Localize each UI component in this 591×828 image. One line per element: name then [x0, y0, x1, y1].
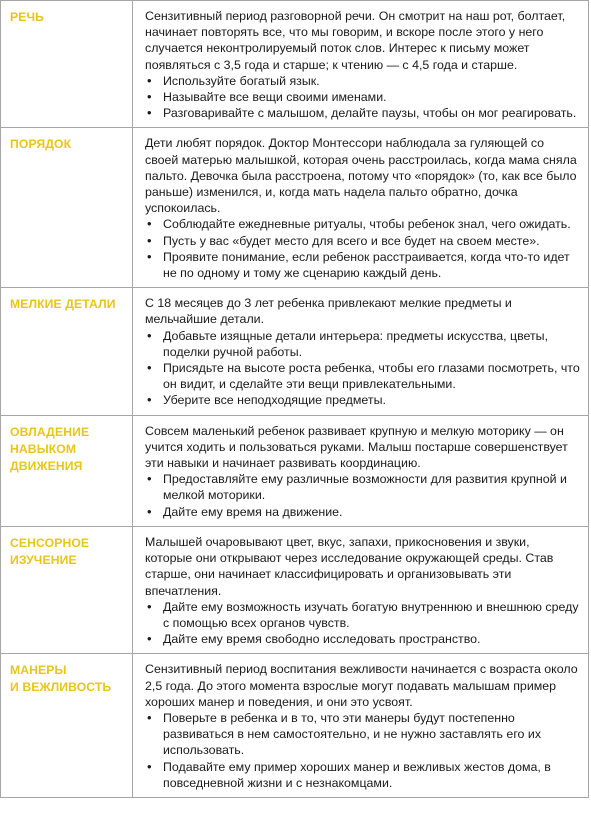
tips-list [145, 599, 580, 648]
row-description [133, 654, 589, 797]
tips-list [145, 73, 580, 122]
tips-list [145, 328, 580, 409]
list-item: • Поверьте в ребенка и в то, что эти манеры будут постепенно развиваться в нем самостоятельно, и не нужно заставлять его их использовать. [145, 710, 580, 759]
category-label: СЕНСОРНОЕ ИЗУЧЕНИЕ [0, 527, 133, 653]
list-item: • Соблюдайте ежедневные ритуалы, чтобы ребенок знал, чего ожидать. [145, 216, 580, 232]
row-intro: Совсем маленький ребенок развивает крупную и мелкую моторику — он учится ходить и пользоваться руками. Малыш постарше совершенствует эти навыки и начинает развивать координацию. [145, 423, 568, 471]
table-row [0, 654, 589, 798]
row-description [133, 128, 589, 287]
table-row [0, 288, 589, 415]
row-intro: Сензитивный период разговорной речи. Он смотрит на наш рот, болтает, начинает повторять все, что мы говорим, и вскоре после этого у него случается неконтролируемый поток слов. Интерес к письму может появляться с 3,5 года и старше; к чтению — с 4,5 года и старше. [145, 9, 566, 72]
tips-list [145, 471, 580, 520]
list-item: • Подавайте ему пример хороших манер и вежливых жестов дома, в повседневной жизни и с незнакомцами. [145, 759, 580, 791]
row-description [133, 1, 589, 127]
row-description [133, 416, 589, 526]
list-item: • Присядьте на высоте роста ребенка, чтобы его глазами посмотреть, что он видит, и сделайте эти вещи привлекательными. [145, 360, 580, 392]
list-item: • Дайте ему возможность изучать богатую внутреннюю и внешнюю среду с помощью всех органов чувств. [145, 599, 580, 631]
category-label: ОВЛАДЕНИЕ НАВЫКОМ ДВИЖЕНИЯ [0, 416, 133, 526]
list-item: • Уберите все неподходящие предметы. [145, 392, 580, 408]
list-item: • Используйте богатый язык. [145, 73, 580, 89]
tips-list [145, 216, 580, 281]
table-row [0, 128, 589, 288]
row-description [133, 288, 589, 414]
category-label: РЕЧЬ [0, 1, 133, 127]
list-item: • Называйте все вещи своими именами. [145, 89, 580, 105]
list-item: • Разговаривайте с малышом, делайте паузы, чтобы он мог реагировать. [145, 105, 580, 121]
category-label: МЕЛКИЕ ДЕТАЛИ [0, 288, 133, 414]
row-intro: С 18 месяцев до 3 лет ребенка привлекают мелкие предметы и мельчайшие детали. [145, 296, 512, 327]
list-item: • Добавьте изящные детали интерьера: предметы искусства, цветы, поделки ручной работы. [145, 328, 580, 360]
table-row [0, 527, 589, 654]
list-item: • Пусть у вас «будет место для всего и все будет на своем месте». [145, 233, 580, 249]
row-intro: Малышей очаровывают цвет, вкус, запахи, прикосновения и звуки, которые они открывают через исследование окружающей среды. Став старше, они начинает классифицировать и организовывать эти впечатления. [145, 534, 554, 598]
category-label: ПОРЯДОК [0, 128, 133, 287]
list-item: • Дайте ему время свободно исследовать пространство. [145, 631, 580, 647]
row-intro: Сензитивный период воспитания вежливости начинается с возраста около 2,5 года. До этого момента взрослые могут подавать малышам пример хороших манер и поведения, и они это усвоят. [145, 662, 578, 709]
table-row [0, 416, 589, 527]
table-row [0, 1, 589, 128]
category-label: МАНЕРЫ И ВЕЖЛИВОСТЬ [0, 654, 133, 797]
list-item: • Предоставляйте ему различные возможности для развития крупной и мелкой моторики. [145, 471, 580, 503]
tips-list [145, 710, 580, 791]
row-description [133, 527, 589, 653]
list-item: • Проявите понимание, если ребенок расстраивается, когда что-то идет не по одному и тому же сценарию каждый день. [145, 249, 580, 281]
list-item: • Дайте ему время на движение. [145, 504, 580, 520]
row-intro: Дети любят порядок. Доктор Монтессори наблюдала за гуляющей со своей матерью малышкой, которая очень расстроилась, когда мама сняла пальто. Девочка была расстроена, потому что «порядок» (то, как все было раньше) изменился, и, когда мать надела пальто обратно, дочка успокоилась. [145, 136, 577, 216]
